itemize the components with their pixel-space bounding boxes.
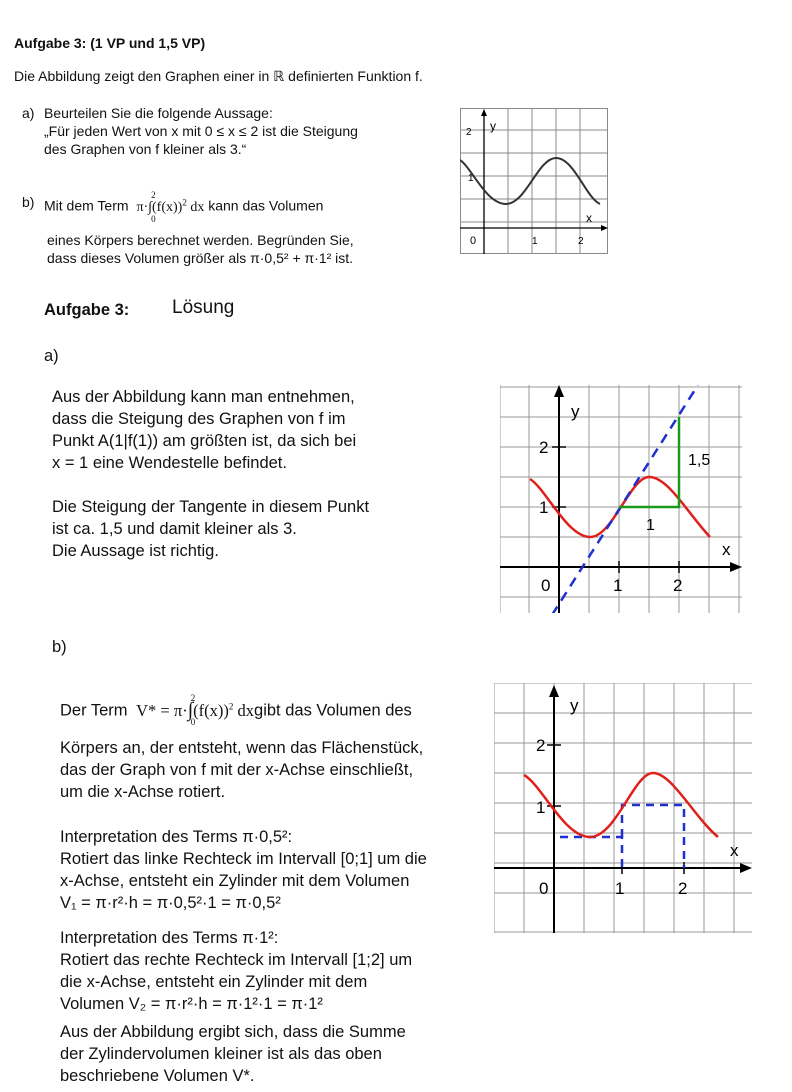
solution-b-label: b) xyxy=(52,638,67,656)
interpretation-2: Interpretation des Terms π·1²: Rotiert das rechte Rechteck im Intervall [1;2] um die x-Achse, entsteht ein Zylinder mit dem Volumen V₂ = π·r²·h = π·1²·1 = π·1² xyxy=(60,929,413,1013)
task-b-label: b) xyxy=(22,194,35,210)
task-b-post: kann das Volumen xyxy=(208,197,324,214)
svg-text:1,5: 1,5 xyxy=(688,452,711,469)
solution-b-text1: Körpers an, der entsteht, wenn das Flächenstück, das der Graph von f mit der x-Achse einschließt, um die x-Achse rotiert. xyxy=(60,739,424,801)
solution-heading: Aufgabe 3: xyxy=(44,301,130,319)
svg-text:0: 0 xyxy=(470,235,477,247)
small-function-graph xyxy=(460,108,608,254)
task-a-line3: des Graphen von f kleiner als 3.“ xyxy=(44,141,247,157)
conclusion: Aus der Abbildung ergibt sich, dass die Summe der Zylindervolumen kleiner ist als das oben beschriebene Volumen V*. xyxy=(60,1023,406,1085)
tangent-graph xyxy=(500,385,742,613)
task-a-line2: „Für jeden Wert von x mit 0 ≤ x ≤ 2 ist die Steigung xyxy=(44,123,358,139)
svg-text:1: 1 xyxy=(615,879,625,898)
svg-text:y: y xyxy=(570,696,579,715)
svg-text:1: 1 xyxy=(613,576,623,595)
svg-text:2: 2 xyxy=(673,576,683,595)
solution-a-text: Aus der Abbildung kann man entnehmen, dass die Steigung des Graphen von f im Punkt A(1|f(1)) am größten ist, da sich bei x = 1 eine Wendestelle befindet. Die Steigung der Tangente in diesem Punkt ist ca. 1,5 und damit kleiner als 3. Die Aussage ist richtig. xyxy=(52,388,370,560)
svg-text:1: 1 xyxy=(539,498,549,517)
task-b-line2: eines Körpers berechnet werden. Begründen Sie, xyxy=(47,232,354,248)
task-intro: Die Abbildung zeigt den Graphen einer in ℝ definierten Funktion f. xyxy=(14,68,423,84)
svg-text:x: x xyxy=(730,841,739,860)
svg-text:2: 2 xyxy=(578,236,584,247)
task-a-label: a) xyxy=(22,105,35,121)
task-a-line1: Beurteilen Sie die folgende Aussage: xyxy=(44,105,273,121)
svg-text:2: 2 xyxy=(466,127,472,138)
svg-text:0: 0 xyxy=(541,576,551,595)
svg-text:x: x xyxy=(586,211,592,225)
task-title: Aufgabe 3: (1 VP und 1,5 VP) xyxy=(14,35,206,51)
task-b-pre: Mit dem Term xyxy=(44,197,129,214)
task-b-line3: dass dieses Volumen größer als π·0,5² + π·1² ist. xyxy=(47,250,354,266)
solution-a-label: a) xyxy=(44,347,59,365)
svg-text:2: 2 xyxy=(678,879,688,898)
integral-symbol: 2 ∫ 0 xyxy=(148,189,156,224)
svg-text:1: 1 xyxy=(532,236,538,247)
interpretation-1: Interpretation des Terms π·0,5²: Rotiert das linke Rechteck im Intervall [0;1] um die x-Achse, entsteht ein Zylinder mit dem Volumen V₁ = π·r²·h = π·0,5²·1 = π·0,5² xyxy=(60,828,427,912)
svg-text:y: y xyxy=(490,119,496,133)
svg-text:2: 2 xyxy=(536,736,546,755)
svg-text:1: 1 xyxy=(646,517,655,534)
svg-text:y: y xyxy=(571,402,580,421)
task-b-line1: Mit dem Term π· 2 ∫ 0 $(f(x))^2$ dx kann das Volumen xyxy=(44,189,324,224)
cylinder-graph xyxy=(494,683,752,933)
solution-subheading: Lösung xyxy=(172,297,235,318)
svg-text:0: 0 xyxy=(539,879,549,898)
solution-b-term: Der Term V* = π· 2 ∫ 0 $(f(x))^2$ dxgibt das Volumen des xyxy=(60,692,412,727)
svg-text:1: 1 xyxy=(468,173,474,184)
svg-text:1: 1 xyxy=(536,798,546,817)
integral-symbol: 2 ∫ 0 xyxy=(187,692,196,727)
svg-text:2: 2 xyxy=(539,438,549,457)
svg-text:x: x xyxy=(722,540,731,559)
